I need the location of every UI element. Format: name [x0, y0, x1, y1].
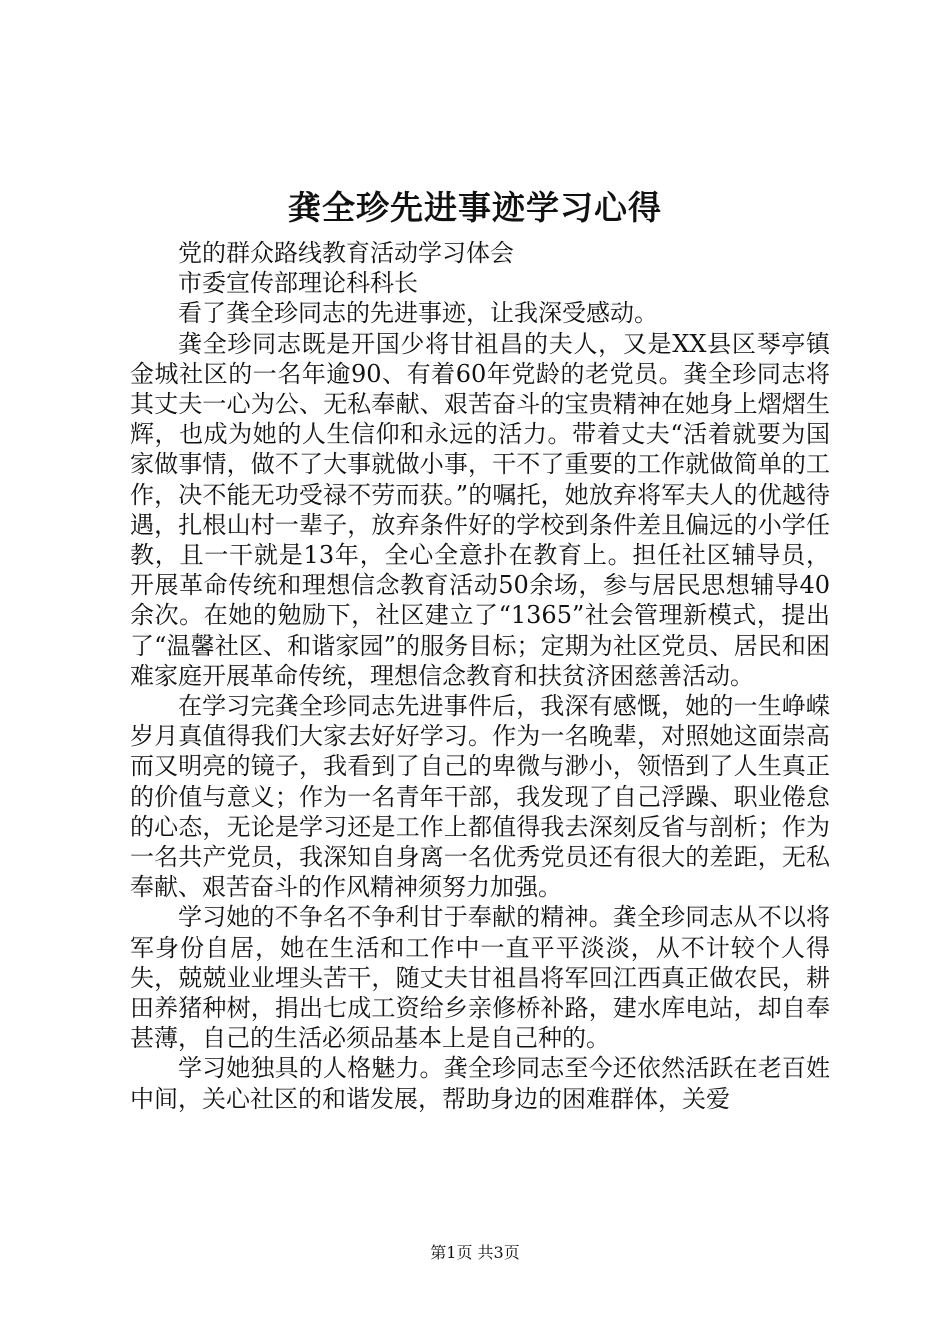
body-paragraph: 在学习完龚全珍同志先进事件后，我深有感慨，她的一生峥嵘岁月真值得我们大家去好好学习。作为一名晚辈，对照她这面崇高而又明亮的镜子，我看到了自己的卑微与渺小，领悟到了人生真正的价值与意义；作为一名青年干部，我发现了自己浮躁、职业倦怠的心态，无论是学习还是工作上都值得我去深刻反省与剖析；作为一名共产党员，我深知自身离一名优秀党员还有很大的差距，无私奉献、艰苦奋斗的作风精神须努力加强。: [130, 692, 830, 902]
author-paragraph: 市委宣传部理论科科长: [178, 269, 418, 298]
subtitle-paragraph: 党的群众路线教育活动学习体会: [178, 239, 514, 267]
document-title: 龚全珍先进事迹学习心得: [288, 188, 662, 227]
body-paragraph: 龚全珍同志既是开国少将甘祖昌的夫人，又是XX县区琴亭镇金城社区的一名年逾90、有着60年党龄的老党员。龚全珍同志将其丈夫一心为公、无私奉献、艰苦奋斗的宝贵精神在她身上熠熠生辉，也成为她的人生信仰和永远的活力。带着丈夫“活着就要为国家做事情，做不了大事就做小事，干不了重要的工作就做简单的工作，决不能无功受禄不劳而获。”的嘱托，她放弃将军夫人的优越待遇，扎根山村一辈子，放弃条件好的学校到条件差且偏远的小学任教，且一干就是13年，全心全意扑在教育上。担任社区辅导员，开展革命传统和理想信念教育活动50余场，参与居民思想辅导40余次。在她的勉励下，社区建立了“1365”社会管理新模式，提出了“温馨社区、和谐家园”的服务目标；定期为社区党员、居民和困难家庭开展革命传统，理想信念教育和扶贫济困慈善活动。: [130, 329, 830, 690]
body-paragraph: 看了龚全珍同志的先进事迹，让我深受感动。: [178, 299, 658, 328]
page-number-footer: 第1页 共3页: [430, 1243, 520, 1262]
document-body: [130, 238, 830, 1114]
body-paragraph: 学习她的不争名不争利甘于奉献的精神。龚全珍同志从不以将军身份自居，她在生活和工作中一直平平淡淡，从不计较个人得失，兢兢业业埋头苦干，随丈夫甘祖昌将军回江西真正做农民，耕田养猪种树，捐出七成工资给乡亲修桥补路，建水库电站，却自奉甚薄，自己的生活必须品基本上是自己种的。: [130, 903, 830, 1053]
body-paragraph: 学习她独具的人格魅力。龚全珍同志至今还依然活跃在老百姓中间，关心社区的和谐发展，帮助身边的困难群体，关爱: [130, 1054, 830, 1113]
